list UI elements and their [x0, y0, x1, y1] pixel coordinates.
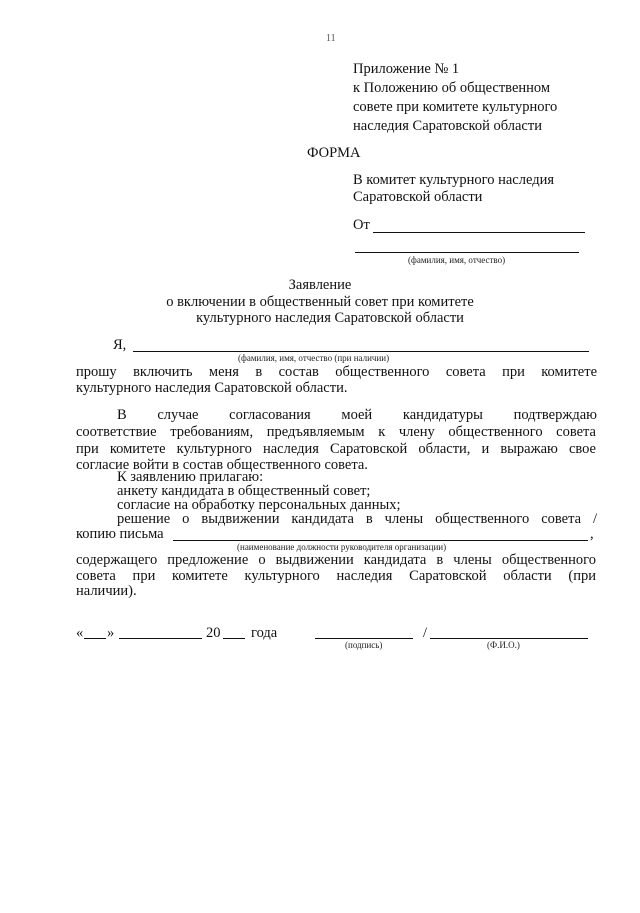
from-name-field[interactable] — [373, 232, 585, 233]
day-field[interactable] — [84, 638, 106, 639]
letter-comma: , — [590, 526, 594, 542]
p3-line-1: содержащего предложение о выдвижении кандидата в члены общественного — [76, 552, 596, 568]
form-label: ФОРМА — [307, 145, 361, 161]
signature-field[interactable] — [315, 638, 413, 639]
p2-line-4: согласие войти в состав общественного совета. — [76, 457, 368, 473]
addressee-line-1: В комитет культурного наследия — [353, 172, 555, 188]
attachment-item-1: анкету кандидата в общественный совет; — [117, 483, 371, 499]
from-name-field-2[interactable] — [355, 252, 579, 253]
applicant-name-field[interactable] — [133, 351, 589, 352]
from-caption: (фамилия, имя, отчество) — [408, 255, 506, 265]
quote-close: » — [107, 625, 115, 641]
title-line-1: Заявление — [288, 277, 352, 293]
letter-label: копию письма — [76, 526, 164, 542]
title-line-2: о включении в общественный совет при комитете — [166, 294, 474, 310]
appendix-line-3: совете при комитете культурного — [353, 99, 558, 115]
slash: / — [423, 625, 428, 641]
p3-line-3: наличии). — [76, 583, 137, 599]
applicant-caption: (фамилия, имя, отчество (при наличии) — [238, 353, 390, 363]
p2-line-2: соответствие требованиям, предъявляемым к члену общественного совета — [76, 424, 596, 440]
attachments-intro: К заявлению прилагаю: — [117, 469, 264, 485]
p1-line-2: культурного наследия Саратовской области. — [76, 380, 348, 396]
appendix-line-2: к Положению об общественном — [353, 80, 551, 96]
p3-line-2: совета при комитете культурного наследия Саратовской области (при — [76, 568, 596, 584]
appendix-line-1: Приложение № 1 — [353, 61, 460, 77]
letter-field[interactable] — [173, 540, 588, 541]
fio-caption: (Ф.И.О.) — [487, 640, 520, 650]
year-prefix: 20 — [206, 625, 221, 641]
year-field[interactable] — [223, 638, 245, 639]
appendix-line-4: наследия Саратовской области — [353, 118, 542, 134]
letter-caption: (наименование должности руководителя организации) — [237, 542, 447, 552]
title-line-3: культурного наследия Саратовской области — [196, 310, 464, 326]
p2-line-3: при комитете культурного наследия Саратовской области, и выражаю свое — [76, 441, 596, 457]
fio-field[interactable] — [430, 638, 588, 639]
applicant-label: Я, — [113, 337, 127, 353]
from-label: От — [353, 217, 370, 233]
attachment-item-3: решение о выдвижении кандидата в члены общественного совета / — [117, 511, 597, 527]
page-number: 11 — [326, 33, 336, 44]
signature-caption: (подпись) — [345, 640, 383, 650]
p2-line-1: В случае согласования моей кандидатуры подтверждаю — [117, 407, 597, 423]
month-field[interactable] — [119, 638, 202, 639]
addressee-line-2: Саратовской области — [353, 189, 483, 205]
quote-open: « — [76, 625, 84, 641]
year-suffix: года — [251, 625, 278, 641]
p1-line-1: прошу включить меня в состав общественного совета при комитете — [76, 364, 597, 380]
attachment-item-2: согласие на обработку персональных данных; — [117, 497, 401, 513]
